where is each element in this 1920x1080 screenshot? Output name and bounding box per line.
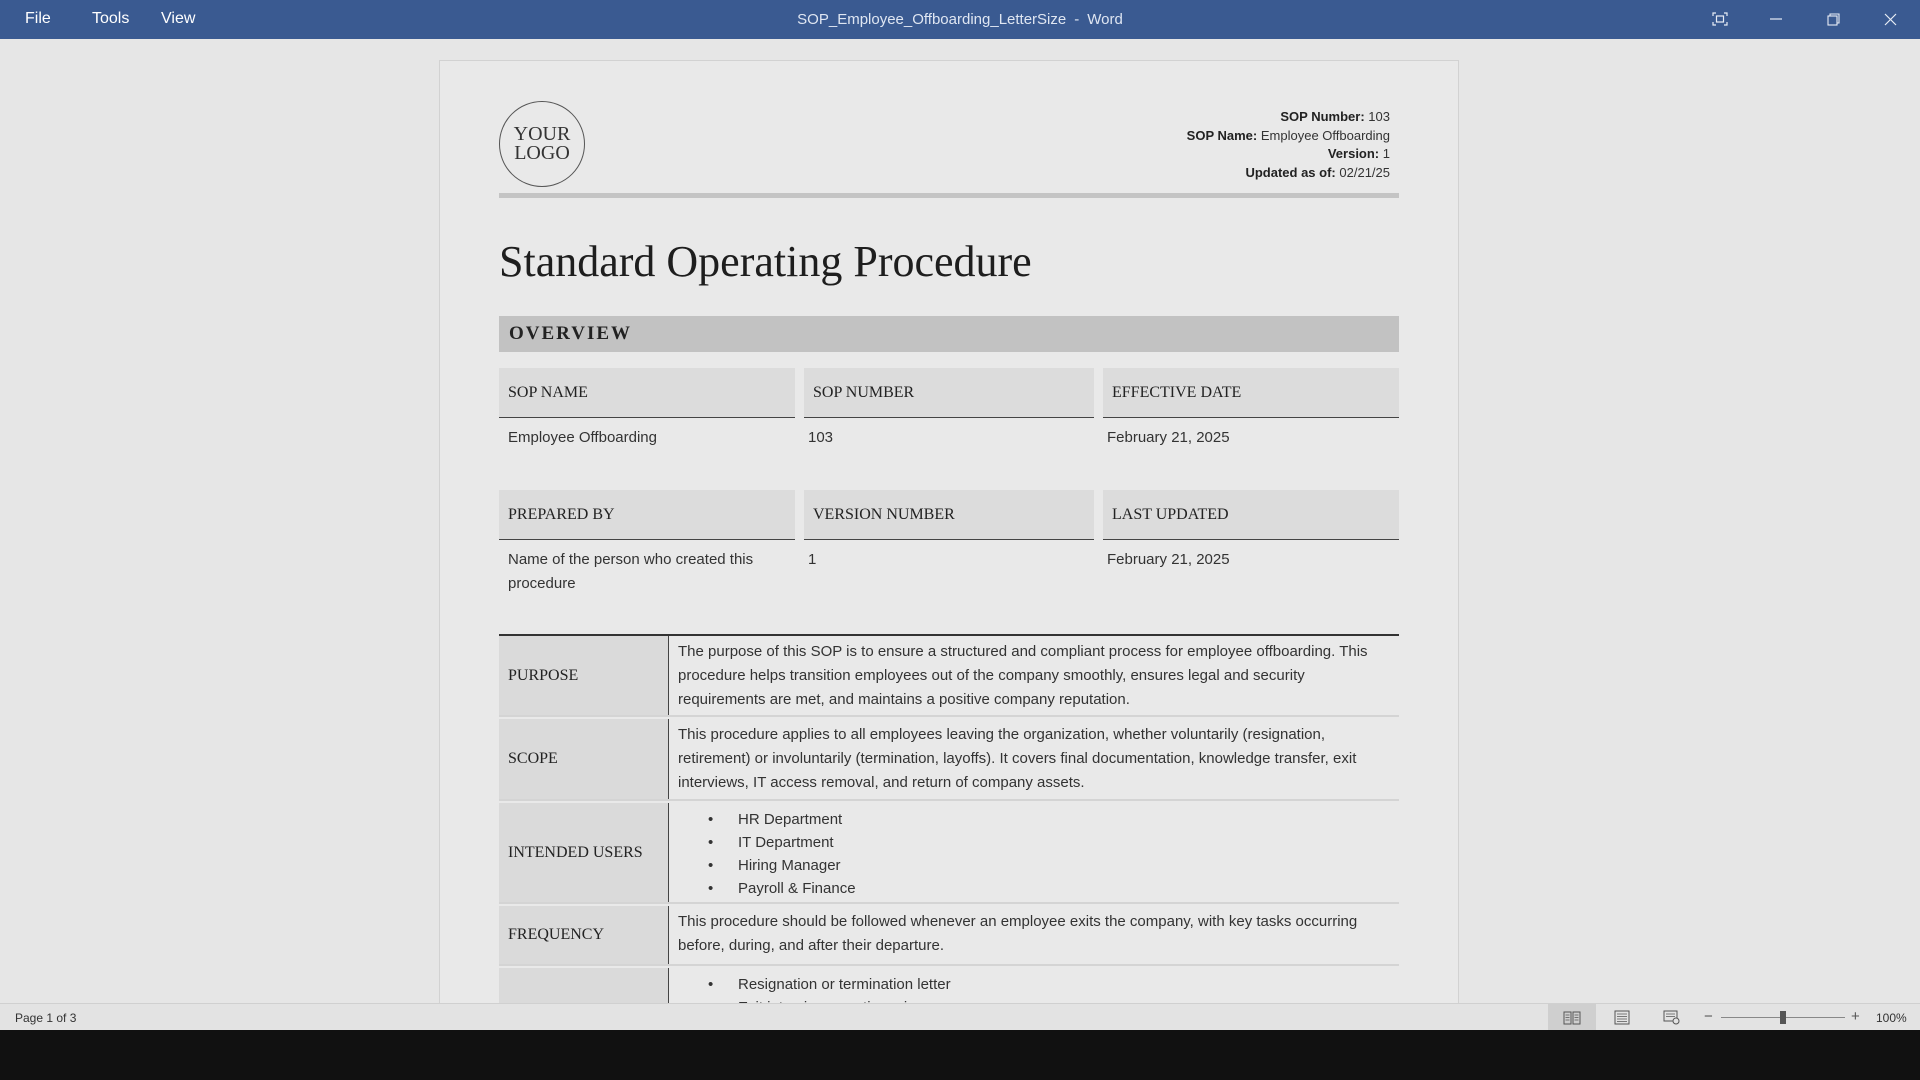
close-button[interactable]: [1870, 6, 1910, 32]
meta-updated-value: 02/21/25: [1339, 164, 1390, 180]
meta-sop-number-label: SOP Number:: [1280, 109, 1365, 124]
meta-sop-number: [1187, 108, 1390, 127]
logo-line-2: LOGO: [514, 142, 570, 164]
meta-sop-name-label: SOP Name:: [1186, 127, 1258, 143]
document-name: SOP_Employee_Offboarding_LetterSize: [797, 11, 1067, 28]
prepared-by-header: PREPARED BY: [499, 490, 795, 540]
last-updated-header: LAST UPDATED: [1103, 490, 1399, 540]
company-logo-placeholder: [499, 101, 585, 187]
zoom-level[interactable]: 100%: [1876, 1011, 1907, 1025]
focus-mode-button[interactable]: [1700, 6, 1740, 32]
overview-heading: OVERVIEW: [499, 316, 1399, 352]
sop-meta-block: [1187, 108, 1390, 182]
print-layout-button[interactable]: [1598, 1004, 1646, 1031]
version-number-value: 1: [808, 551, 817, 568]
window-title: [0, 11, 1920, 28]
meta-sop-number-value: 103: [1368, 109, 1390, 124]
frequency-label: FREQUENCY: [499, 906, 669, 964]
title-bar: [0, 0, 1920, 39]
intended-users-row: [499, 803, 1399, 904]
read-mode-icon: [1563, 1011, 1581, 1025]
restore-icon: [1827, 13, 1840, 26]
intended-users-label: INTENDED USERS: [499, 803, 669, 902]
title-separator: -: [1074, 11, 1080, 28]
scope-row: [499, 719, 1399, 801]
meta-sop-name: [1187, 127, 1390, 146]
frequency-text: This procedure should be followed whenever an employee exits the company, with key tasks occurring before, during, and after their departure.: [678, 913, 1358, 954]
meta-updated-label: Updated as of:: [1245, 164, 1336, 180]
last-updated-value: February 21, 2025: [1107, 551, 1230, 568]
web-layout-button[interactable]: [1648, 1004, 1696, 1031]
status-bar: [0, 1003, 1920, 1030]
meta-updated: [1187, 164, 1390, 183]
document-title: Standard Operating Procedure: [499, 237, 1032, 286]
sop-number-value: 103: [808, 429, 834, 446]
zoom-in-button[interactable]: +: [1851, 1008, 1860, 1025]
list-item: • Hiring Manager: [678, 854, 856, 877]
app-name: Word: [1087, 11, 1123, 28]
intended-users-list: [678, 808, 856, 900]
list-item: • HR Department: [678, 808, 856, 831]
version-number-header: VERSION NUMBER: [804, 490, 1094, 540]
purpose-text: The purpose of this SOP is to ensure a structured and compliant process for employee offboarding. This procedure helps transition employees out of the company smoothly, ensures legal and security requirements are met, and maintains a positive company reputation.: [678, 643, 1368, 708]
meta-version-label: Version:: [1327, 146, 1380, 161]
menu-view[interactable]: View: [161, 10, 196, 27]
meta-version: [1187, 145, 1390, 164]
minimize-button[interactable]: [1756, 6, 1796, 32]
list-item: • Payroll & Finance: [678, 877, 856, 900]
sop-name-value: Employee Offboarding: [508, 429, 657, 446]
scope-text: This procedure applies to all employees leaving the organization, whether voluntarily (resignation, retirement) or involuntarily (termination, layoffs). It covers final documentation, knowledge transfer, exit interviews, IT access removal, and return of company assets.: [678, 726, 1357, 791]
effective-date-value: February 21, 2025: [1107, 429, 1230, 446]
effective-date-header: EFFECTIVE DATE: [1103, 368, 1399, 418]
document-workspace[interactable]: [0, 39, 1920, 1003]
document-page[interactable]: [439, 60, 1459, 1020]
logo-line-1: YOUR: [513, 123, 571, 145]
purpose-row: [499, 636, 1399, 717]
zoom-out-button[interactable]: −: [1704, 1008, 1713, 1025]
web-layout-icon: [1663, 1010, 1681, 1025]
screen-bottom-area: [0, 1030, 1920, 1080]
menu-file[interactable]: File: [25, 10, 51, 27]
close-icon: [1884, 13, 1897, 26]
frequency-row: [499, 906, 1399, 966]
zoom-slider-thumb[interactable]: [1780, 1011, 1786, 1024]
list-item: • IT Department: [678, 831, 856, 854]
scope-label: SCOPE: [499, 719, 669, 799]
sop-number-header: SOP NUMBER: [804, 368, 1094, 418]
restore-button[interactable]: [1813, 6, 1853, 32]
sop-name-header: SOP NAME: [499, 368, 795, 418]
page-count[interactable]: Page 1 of 3: [15, 1011, 77, 1025]
read-mode-button[interactable]: [1548, 1004, 1596, 1031]
list-item: • Resignation or termination letter: [678, 973, 951, 996]
print-layout-icon: [1614, 1010, 1630, 1025]
purpose-label: PURPOSE: [499, 636, 669, 715]
focus-mode-icon: [1712, 12, 1728, 26]
meta-version-value: 1: [1382, 146, 1390, 161]
header-divider: [499, 193, 1399, 198]
meta-sop-name-value: Employee Offboarding: [1260, 127, 1390, 143]
minimize-icon: [1770, 13, 1782, 25]
prepared-by-value: Name of the person who created this procedure: [508, 551, 754, 592]
menu-tools[interactable]: Tools: [92, 10, 130, 27]
